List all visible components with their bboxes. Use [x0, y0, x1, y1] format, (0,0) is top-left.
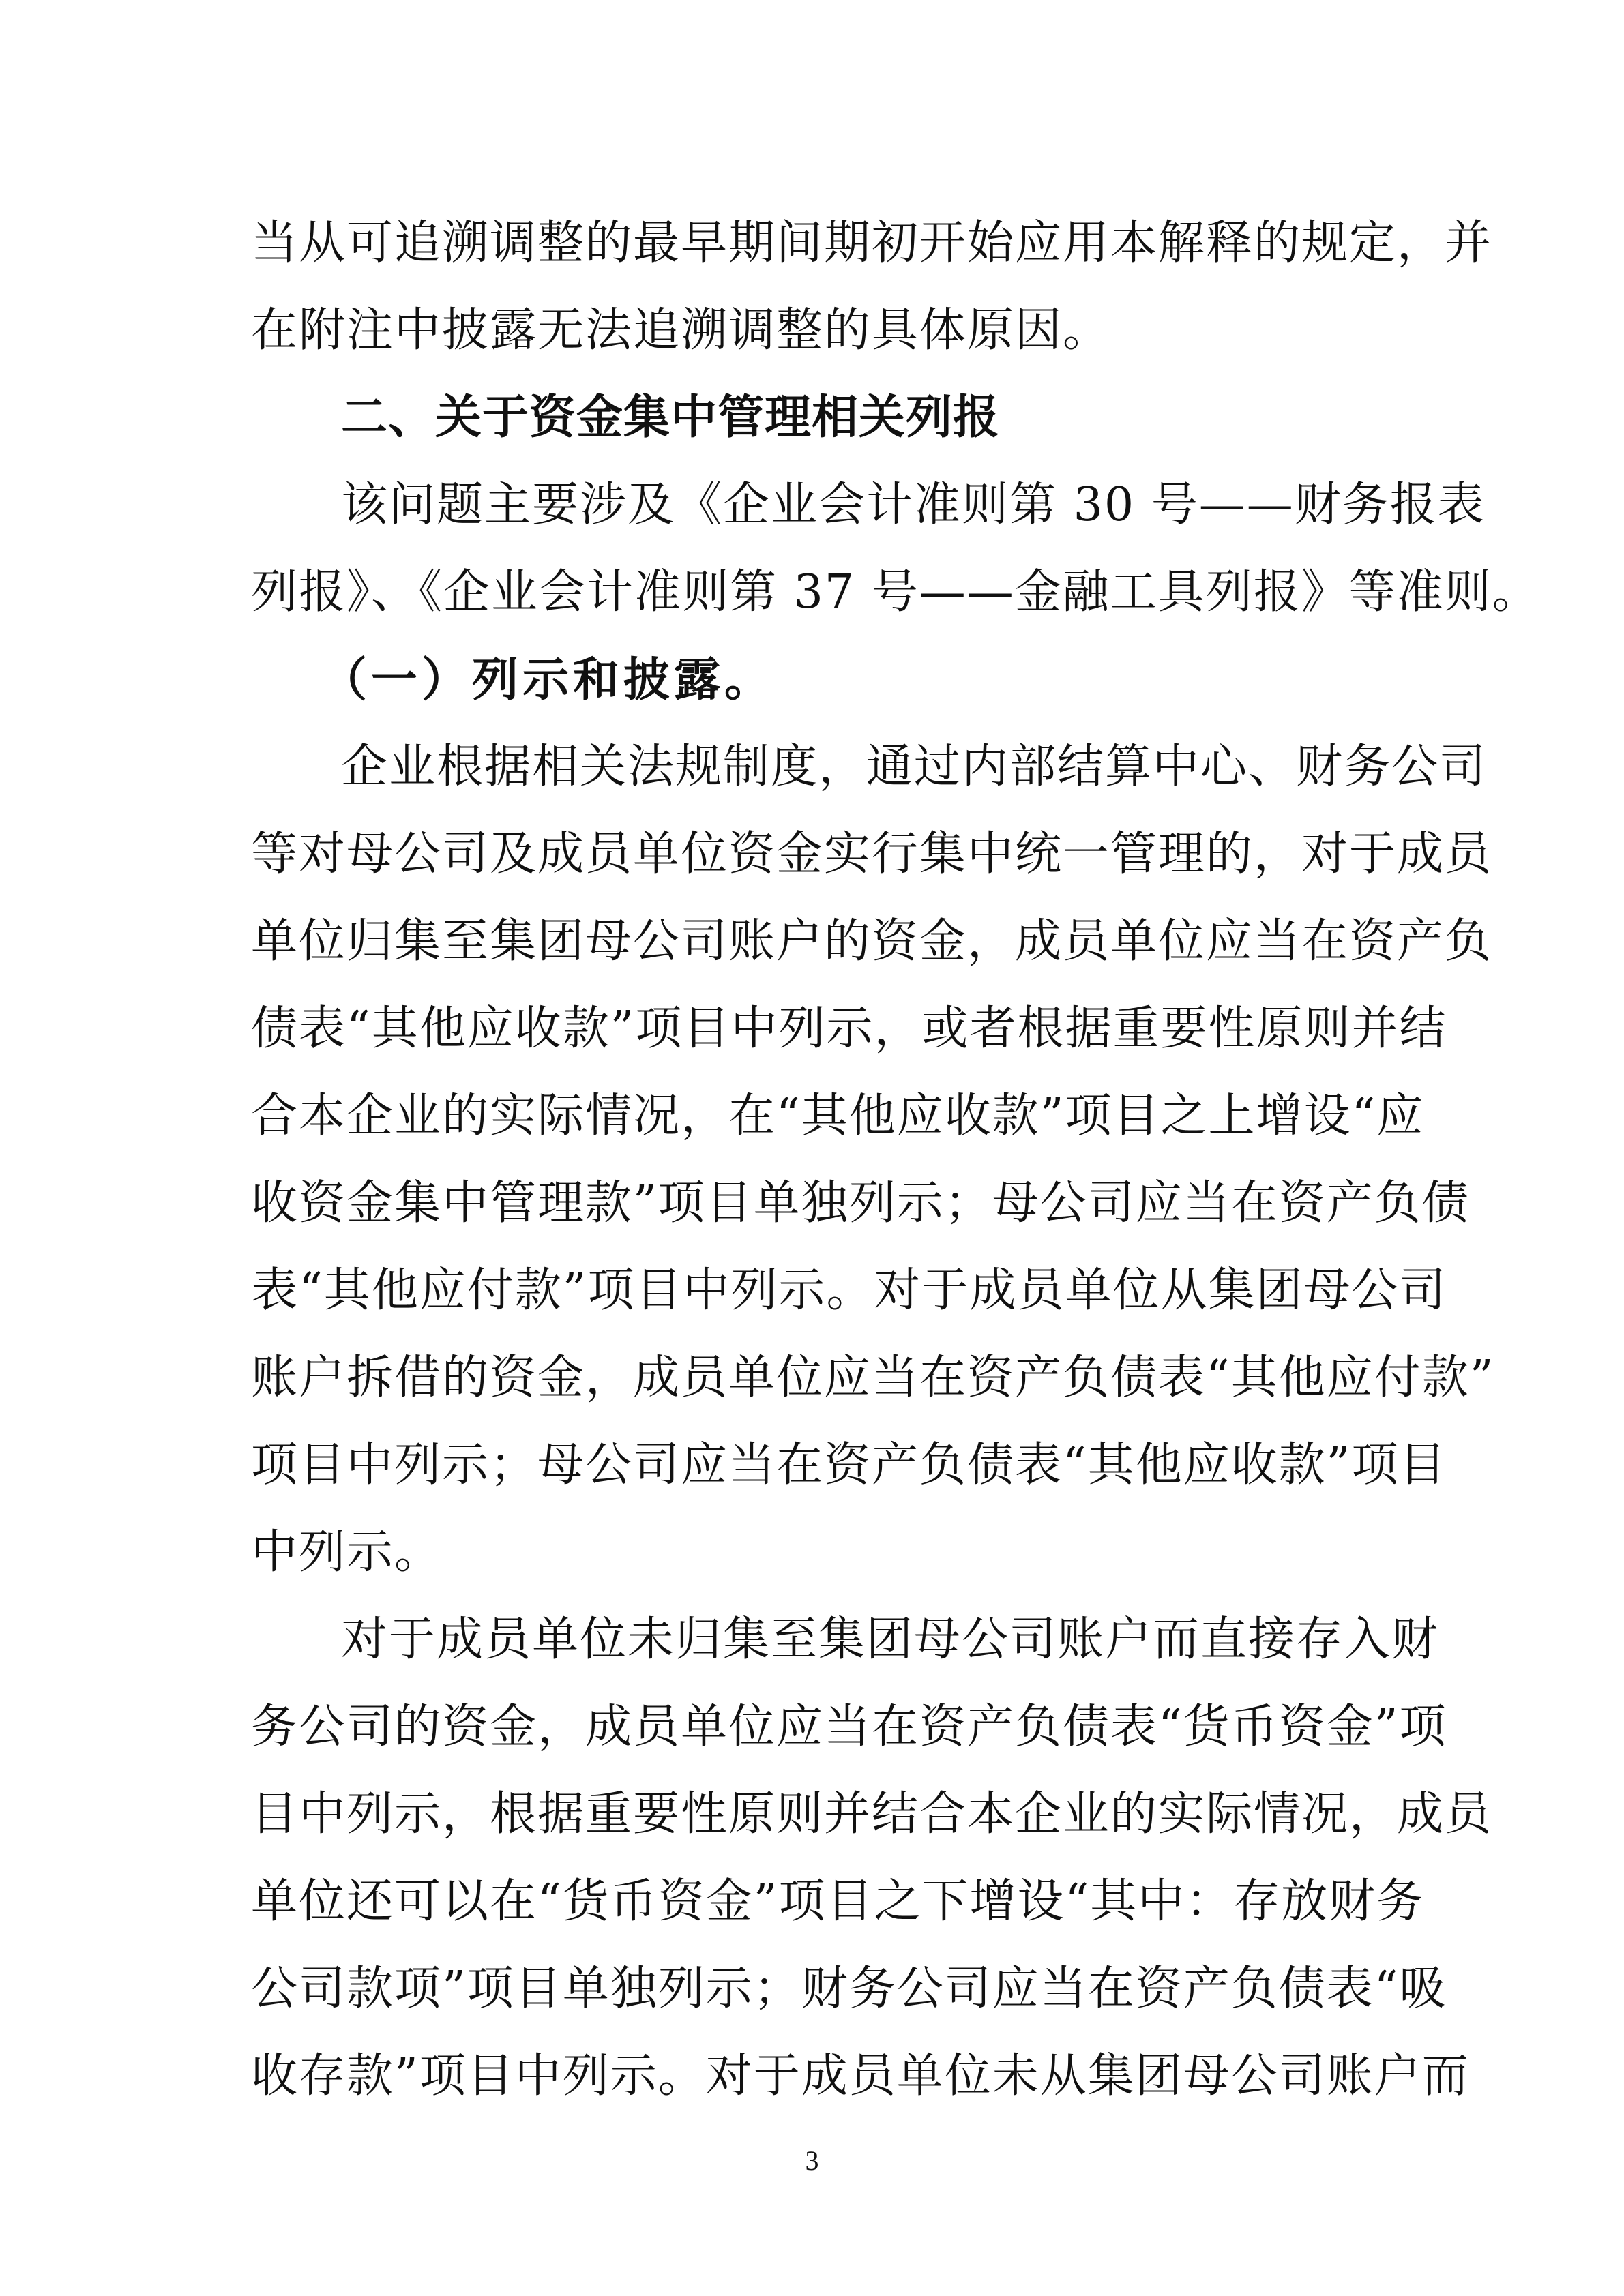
body-text-line: 等对母公司及成员单位资金实行集中统一管理的，对于成员 — [251, 827, 1493, 881]
body-text-line: 务公司的资金，成员单位应当在资产负债表“货币资金”项 — [251, 1700, 1447, 1754]
body-text-line: 企业根据相关法规制度，通过内部结算中心、财务公司 — [341, 740, 1488, 794]
body-text-line: 目中列示，根据重要性原则并结合本企业的实际情况，成员 — [251, 1787, 1493, 1841]
body-text-line: 收资金集中管理款”项目单独列示；母公司应当在资产负债 — [251, 1176, 1470, 1230]
subsection-heading: （一）列示和披露。 — [321, 653, 776, 707]
body-text-line: 当从可追溯调整的最早期间期初开始应用本解释的规定，并 — [251, 216, 1493, 270]
body-text-line: 表“其他应付款”项目中列示。对于成员单位从集团母公司 — [251, 1264, 1447, 1317]
body-text-line: 合本企业的实际情况，在“其他应收款”项目之上增设“应 — [251, 1089, 1425, 1143]
body-text-line: 在附注中披露无法追溯调整的具体原因。 — [251, 303, 1111, 357]
body-text-line: 债表“其他应收款”项目中列示，或者根据重要性原则并结 — [251, 1002, 1447, 1056]
section-heading: 二、关于资金集中管理相关列报 — [341, 391, 1001, 445]
body-text-line: 公司款项”项目单独列示；财务公司应当在资产负债表“吸 — [251, 1962, 1447, 2016]
body-text-line: 列报》、《企业会计准则第 37 号——金融工具列报》等准则。 — [251, 565, 1540, 619]
body-text-line: 项目中列示；母公司应当在资产负债表“其他应收款”项目 — [251, 1438, 1447, 1492]
body-text-line: 单位还可以在“货币资金”项目之下增设“其中：存放财务 — [251, 1875, 1425, 1928]
body-text-line: 账户拆借的资金，成员单位应当在资产负债表“其他应付款” — [251, 1351, 1495, 1405]
page-number: 3 — [805, 2145, 819, 2176]
body-text-line: 单位归集至集团母公司账户的资金，成员单位应当在资产负 — [251, 914, 1493, 968]
body-text-line: 收存款”项目中列示。对于成员单位未从集团母公司账户而 — [251, 2049, 1470, 2103]
body-text-line: 该问题主要涉及《企业会计准则第 30 号——财务报表 — [341, 478, 1486, 532]
body-text-line: 中列示。 — [251, 1525, 443, 1579]
body-text-line: 对于成员单位未归集至集团母公司账户而直接存入财 — [341, 1613, 1440, 1667]
